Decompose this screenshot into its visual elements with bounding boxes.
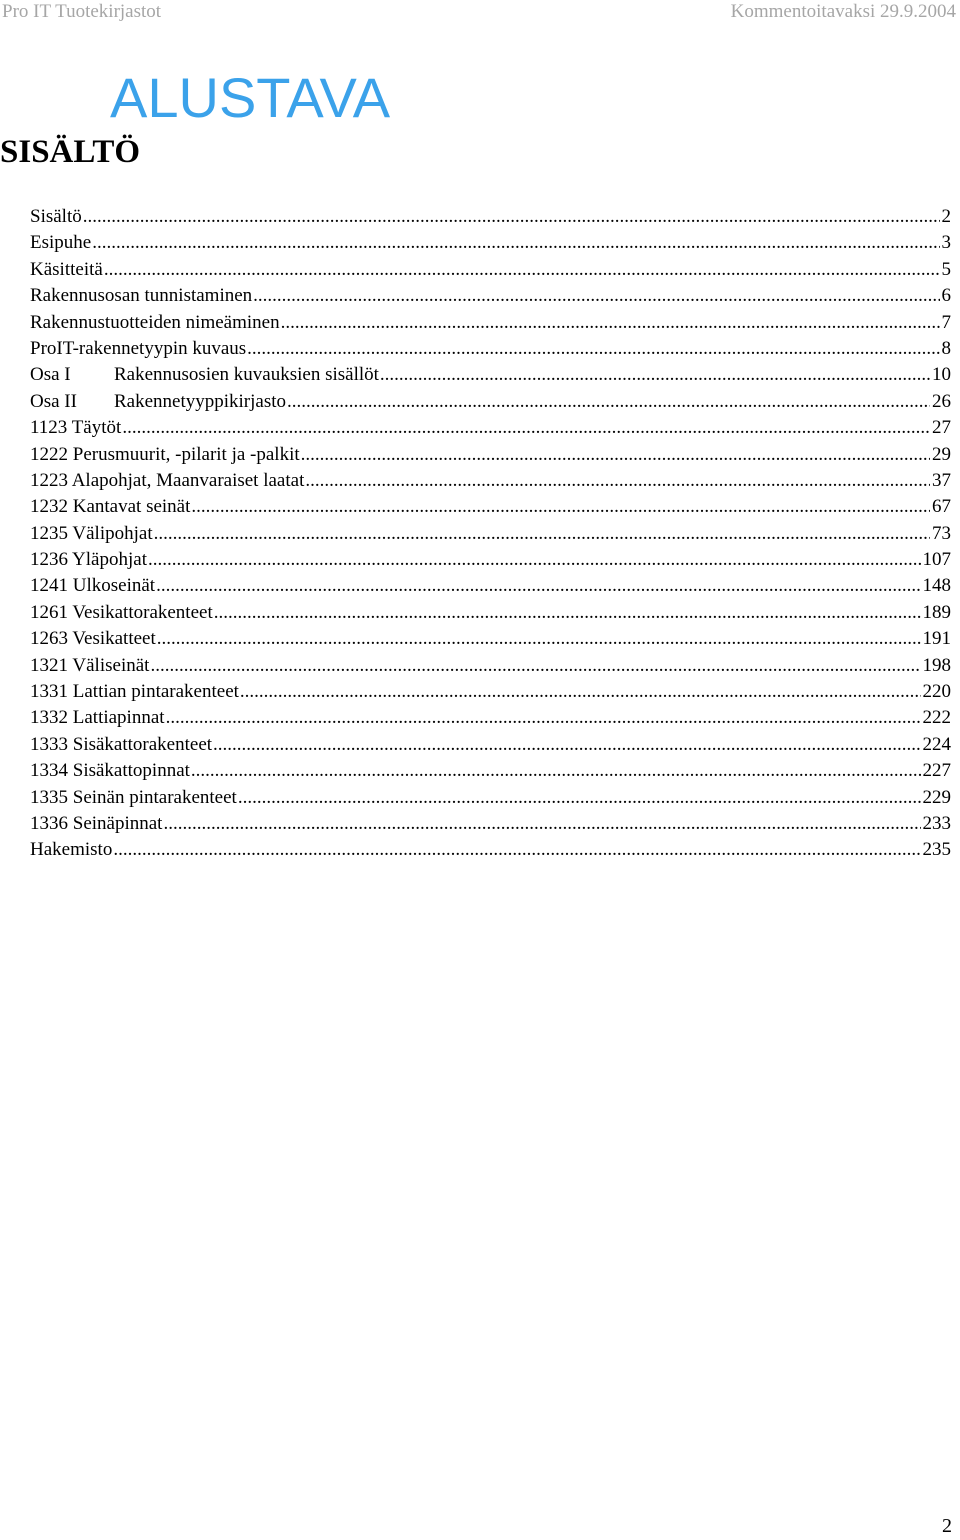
toc-entry-title: 1263 Vesikatteet <box>30 628 156 650</box>
toc-dot-leader <box>247 336 939 362</box>
toc-entry[interactable] <box>30 785 951 811</box>
toc-heading: SISÄLTÖ <box>0 134 141 170</box>
toc-entry-page: 224 <box>922 733 951 755</box>
toc-entry[interactable] <box>30 336 951 362</box>
toc-entry-page: 6 <box>941 285 951 307</box>
toc-entry[interactable] <box>30 204 951 230</box>
toc-dot-leader <box>154 521 930 547</box>
toc-entry-page: 227 <box>922 760 951 782</box>
toc-dot-leader <box>166 705 921 731</box>
toc-entry-title: Rakennustuotteiden nimeäminen <box>30 311 280 333</box>
toc-entry-page: 220 <box>922 681 951 703</box>
toc-dot-leader <box>240 679 921 705</box>
toc-entry-title: 1334 Sisäkattopinnat <box>30 760 190 782</box>
toc-entry-page: 10 <box>932 364 951 386</box>
toc-dot-leader <box>104 257 940 283</box>
toc-dot-leader <box>305 468 930 494</box>
toc-entry[interactable] <box>30 705 951 731</box>
toc-dot-leader <box>213 732 920 758</box>
draft-watermark: ALUSTAVA <box>110 66 391 129</box>
toc-entry-title: 1333 Sisäkattorakenteet <box>30 733 213 755</box>
toc-entry[interactable] <box>30 600 951 626</box>
toc-entry-page: 191 <box>922 628 951 650</box>
toc-entry[interactable] <box>30 230 951 256</box>
toc-entry[interactable] <box>30 626 951 652</box>
toc-entry-title: 1335 Seinän pintarakenteet <box>30 786 237 808</box>
toc-entry-title: 1236 Yläpohjat <box>30 549 147 571</box>
toc-entry-title: Sisältö <box>30 206 82 227</box>
toc-entry[interactable] <box>30 837 951 863</box>
toc-entry-title: 1261 Vesikattorakenteet <box>30 601 213 623</box>
toc-entry-title: Rakennusosien kuvauksien sisällöt <box>114 364 379 386</box>
toc-entry[interactable] <box>30 679 951 705</box>
toc-entry-title: 1123 Täytöt <box>30 417 122 439</box>
toc-entry-page: 73 <box>932 522 951 544</box>
toc-entry-page: 26 <box>932 390 951 412</box>
toc-dot-leader <box>281 310 940 336</box>
toc-entry[interactable] <box>30 257 951 283</box>
toc-dot-leader <box>156 573 920 599</box>
toc-entry-title: Rakennetyyppikirjasto <box>114 390 287 412</box>
toc-entry-title: 1241 Ulkoseinät <box>30 575 156 597</box>
toc-entry-title: Esipuhe <box>30 232 92 254</box>
toc-entry-page: 67 <box>932 496 951 518</box>
toc-entry-page: 5 <box>941 258 951 280</box>
toc-dot-leader <box>253 283 939 309</box>
toc-entry-page: 27 <box>932 417 951 439</box>
toc-entry-title: 1222 Perusmuurit, -pilarit ja -palkit <box>30 443 300 465</box>
toc-entry-page: 222 <box>922 707 951 729</box>
toc-entry[interactable] <box>30 442 951 468</box>
toc-entry-page: 8 <box>941 337 951 359</box>
toc-dot-leader <box>238 785 921 811</box>
toc-entry[interactable] <box>30 811 951 837</box>
toc-entry[interactable] <box>30 573 951 599</box>
toc-entry-page: 229 <box>922 786 951 808</box>
toc-entry-title: Hakemisto <box>30 839 113 861</box>
toc-dot-leader <box>163 811 920 837</box>
toc-entry-title: Rakennusosan tunnistaminen <box>30 285 253 307</box>
toc-dot-leader <box>191 758 921 784</box>
toc-entry-page: 3 <box>941 232 951 254</box>
toc-entry-title: 1235 Välipohjat <box>30 522 153 544</box>
toc-dot-leader <box>122 415 930 441</box>
toc-entry-title: 1232 Kantavat seinät <box>30 496 191 518</box>
toc-entry[interactable] <box>30 521 951 547</box>
header-status: Kommentoitavaksi 29.9.2004 <box>730 1 956 22</box>
toc-entry[interactable] <box>30 415 951 441</box>
toc-entry-part: Osa II <box>30 390 77 412</box>
toc-dot-leader <box>214 600 921 626</box>
toc-entry-page: 235 <box>922 839 951 861</box>
toc-entry-page: 198 <box>922 654 951 676</box>
toc-entry[interactable] <box>30 547 951 573</box>
toc-entry-title: ProIT-rakennetyypin kuvaus <box>30 337 247 359</box>
page-header <box>0 0 960 26</box>
toc-dot-leader <box>113 837 920 863</box>
toc-entry-title: 1321 Väliseinät <box>30 654 150 676</box>
toc-dot-leader <box>92 230 939 256</box>
toc-entry-part: Osa I <box>30 364 71 386</box>
toc-dot-leader <box>301 442 930 468</box>
toc-entry-title: 1331 Lattian pintarakenteet <box>30 681 239 703</box>
toc-entry[interactable] <box>30 362 951 388</box>
toc-dot-leader <box>83 204 940 230</box>
toc-entry-page: 37 <box>932 469 951 491</box>
toc-entry-page: 29 <box>932 443 951 465</box>
toc-entry-title: 1336 Seinäpinnat <box>30 812 163 834</box>
toc-entry[interactable] <box>30 310 951 336</box>
toc-entry[interactable] <box>30 494 951 520</box>
toc-entry-page: 7 <box>941 311 951 333</box>
header-title: Pro IT Tuotekirjastot <box>2 1 162 22</box>
toc-dot-leader <box>157 626 921 652</box>
toc-entry-page: 233 <box>922 812 951 834</box>
toc-entry[interactable] <box>30 653 951 679</box>
toc-dot-leader <box>380 362 930 388</box>
toc-dot-leader <box>287 389 930 415</box>
toc-entry-page: 189 <box>922 601 951 623</box>
toc-dot-leader <box>150 653 920 679</box>
toc-entry-title: 1332 Lattiapinnat <box>30 707 165 729</box>
toc-entry[interactable] <box>30 283 951 309</box>
toc-entry-page: 2 <box>941 206 951 227</box>
toc-entry[interactable] <box>30 468 951 494</box>
toc-entry[interactable] <box>30 389 951 415</box>
toc-entry[interactable] <box>30 758 951 784</box>
page-number: 2 <box>942 1515 952 1537</box>
toc-dot-leader <box>191 494 930 520</box>
toc-entry-title: 1223 Alapohjat, Maanvaraiset laatat <box>30 469 305 491</box>
table-of-contents <box>30 204 951 864</box>
toc-dot-leader <box>148 547 921 573</box>
toc-entry-page: 148 <box>922 575 951 597</box>
toc-entry-page: 107 <box>922 549 951 571</box>
toc-entry[interactable] <box>30 732 951 758</box>
toc-entry-title: Käsitteitä <box>30 258 103 280</box>
